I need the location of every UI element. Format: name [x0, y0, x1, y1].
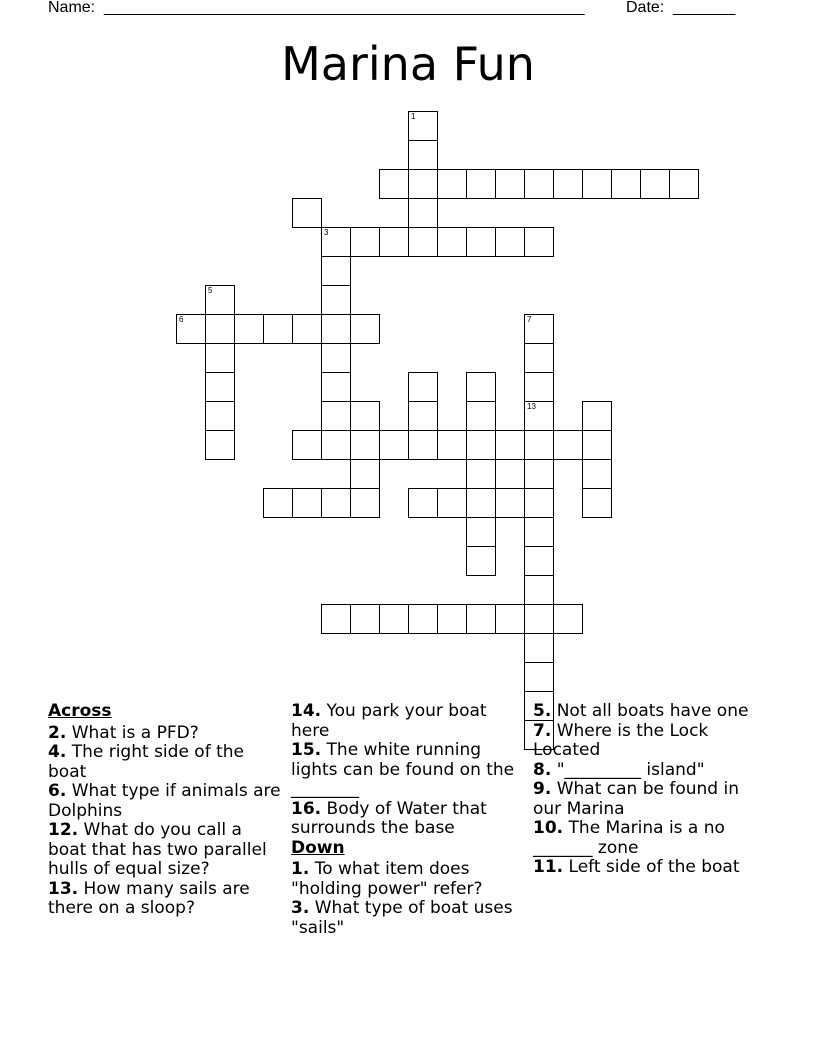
clue-down-1 — [291, 860, 527, 899]
crossword-cell[interactable] — [640, 169, 670, 199]
crossword-cell[interactable] — [350, 488, 380, 518]
clue-number: 15. — [291, 740, 322, 760]
crossword-cell[interactable] — [321, 488, 351, 518]
crossword-cell[interactable] — [408, 111, 438, 141]
date-label: Date: — [626, 0, 665, 16]
clue-text: "_________ island" — [556, 759, 705, 780]
clue-down-5 — [533, 702, 769, 722]
crossword-cell[interactable] — [205, 314, 235, 344]
clue-number: 4. — [48, 742, 67, 762]
crossword-cell[interactable] — [524, 517, 554, 547]
crossword-cell[interactable] — [524, 169, 554, 199]
down-heading: Down — [291, 837, 345, 858]
crossword-cell[interactable] — [495, 430, 525, 460]
name-label: Name: — [48, 0, 96, 16]
crossword-cell[interactable] — [466, 546, 496, 576]
crossword-cell[interactable] — [321, 372, 351, 402]
clue-text: Body of Water that surrounds the base — [291, 798, 487, 838]
crossword-cell[interactable] — [321, 256, 351, 286]
clue-down-8 — [533, 761, 769, 781]
crossword-cell[interactable] — [205, 401, 235, 431]
clue-across-2 — [48, 724, 284, 744]
clue-text: To what item does "holding power" refer? — [291, 859, 483, 899]
crossword-cell[interactable] — [350, 459, 380, 489]
crossword-cell[interactable] — [524, 401, 554, 431]
clue-text: Left side of the boat — [568, 857, 740, 877]
crossword-cell[interactable] — [321, 604, 351, 634]
clue-number: 12. — [48, 820, 79, 840]
crossword-cell[interactable] — [321, 227, 351, 257]
crossword-cell[interactable] — [669, 169, 699, 199]
crossword-cell[interactable] — [205, 285, 235, 315]
crossword-cell[interactable] — [553, 604, 583, 634]
crossword-cell[interactable] — [524, 343, 554, 373]
clue-number: 5. — [533, 701, 552, 721]
crossword-cell[interactable] — [466, 459, 496, 489]
crossword-cell[interactable] — [611, 169, 641, 199]
clues-column-2 — [291, 702, 527, 938]
crossword-cell[interactable] — [234, 314, 264, 344]
crossword-cell[interactable] — [466, 401, 496, 431]
crossword-cell[interactable] — [582, 401, 612, 431]
crossword-cell[interactable] — [524, 633, 554, 663]
clue-text: Not all boats have one — [556, 701, 749, 721]
crossword-cell[interactable] — [321, 430, 351, 460]
crossword-cell[interactable] — [263, 488, 293, 518]
crossword-cell[interactable] — [524, 227, 554, 257]
crossword-cell[interactable] — [524, 372, 554, 402]
crossword-cell[interactable] — [292, 314, 322, 344]
crossword-cell[interactable] — [524, 430, 554, 460]
clue-number: 1. — [291, 859, 310, 879]
crossword-cell[interactable] — [379, 169, 409, 199]
crossword-cell[interactable] — [582, 488, 612, 518]
crossword-cell[interactable] — [408, 169, 438, 199]
clue-number: 10. — [533, 818, 564, 838]
crossword-cell[interactable] — [437, 227, 467, 257]
cell-number: 3 — [324, 228, 329, 237]
clue-text: What can be found in our Marina — [533, 779, 739, 819]
clue-across-4 — [48, 743, 284, 782]
crossword-cell[interactable] — [205, 343, 235, 373]
crossword-cell[interactable] — [408, 604, 438, 634]
crossword-cell[interactable] — [408, 401, 438, 431]
clue-text: What type of boat uses "sails" — [291, 898, 513, 938]
crossword-cell[interactable] — [466, 169, 496, 199]
crossword-cell[interactable] — [524, 546, 554, 576]
crossword-cell[interactable] — [524, 575, 554, 605]
clue-across-13 — [48, 880, 284, 919]
clue-text: What type if animals are Dolphins — [48, 781, 281, 821]
clue-number: 11. — [533, 857, 564, 877]
clue-across-6 — [48, 782, 284, 821]
cell-number: 13 — [527, 402, 536, 411]
crossword-cell[interactable] — [408, 227, 438, 257]
date-blank[interactable]: _______ — [673, 0, 736, 16]
clue-down-3 — [291, 899, 527, 938]
crossword-cell[interactable] — [321, 285, 351, 315]
crossword-cell[interactable] — [205, 372, 235, 402]
clue-number: 9. — [533, 779, 552, 799]
crossword-cell[interactable] — [524, 662, 554, 692]
crossword-cell[interactable] — [408, 430, 438, 460]
crossword-cell[interactable] — [408, 140, 438, 170]
crossword-cell[interactable] — [321, 314, 351, 344]
crossword-cell[interactable] — [524, 488, 554, 518]
clue-number: 14. — [291, 701, 322, 721]
crossword-cell[interactable] — [176, 314, 206, 344]
crossword-cell[interactable] — [466, 227, 496, 257]
crossword-cell[interactable] — [495, 169, 525, 199]
clue-across-14 — [291, 702, 527, 741]
across-heading: Across — [48, 701, 112, 721]
crossword-cell[interactable] — [379, 604, 409, 634]
crossword-cell[interactable] — [408, 198, 438, 228]
cell-number: 5 — [208, 286, 213, 295]
crossword-cell[interactable] — [495, 227, 525, 257]
crossword-cell[interactable] — [350, 314, 380, 344]
clue-down-11 — [533, 858, 769, 878]
crossword-cell[interactable] — [263, 314, 293, 344]
crossword-cell[interactable] — [350, 227, 380, 257]
crossword-cell[interactable] — [524, 459, 554, 489]
clue-text: What do you call a boat that has two parallel hulls of equal size? — [48, 820, 267, 879]
cell-number: 1 — [411, 112, 416, 121]
crossword-cell[interactable] — [466, 430, 496, 460]
crossword-cell[interactable] — [495, 604, 525, 634]
name-blank[interactable]: ______________________________________________________ — [104, 0, 585, 16]
crossword-cell[interactable] — [408, 372, 438, 402]
clues-column-1 — [48, 702, 284, 919]
crossword-cell[interactable] — [495, 488, 525, 518]
crossword-cell[interactable] — [524, 604, 554, 634]
crossword-cell[interactable] — [292, 488, 322, 518]
crossword-cell[interactable] — [553, 430, 583, 460]
crossword-cell[interactable] — [321, 401, 351, 431]
crossword-cell[interactable] — [466, 488, 496, 518]
crossword-cell[interactable] — [466, 604, 496, 634]
clue-text: You park your boat here — [291, 701, 487, 741]
crossword-cell[interactable] — [437, 604, 467, 634]
clue-text: Where is the Lock Located — [533, 720, 709, 760]
clue-number: 13. — [48, 878, 79, 899]
clue-text: The white running lights can be found on the ________ — [291, 740, 515, 799]
cell-number: 7 — [527, 315, 532, 324]
clue-across-15 — [291, 741, 527, 800]
crossword-cell[interactable] — [437, 430, 467, 460]
clue-number: 2. — [48, 722, 67, 743]
crossword-cell[interactable] — [582, 459, 612, 489]
crossword-cell[interactable] — [350, 401, 380, 431]
clue-number: 16. — [291, 798, 322, 819]
crossword-cell[interactable] — [321, 343, 351, 373]
crossword-cell[interactable] — [379, 430, 409, 460]
crossword-cell[interactable] — [292, 430, 322, 460]
clue-down-9 — [533, 780, 769, 819]
crossword-cell[interactable] — [350, 604, 380, 634]
crossword-cell[interactable] — [582, 430, 612, 460]
cell-number: 6 — [179, 315, 184, 324]
clue-number: 8. — [533, 759, 552, 780]
clue-across-16 — [291, 800, 527, 839]
crossword-cell[interactable] — [205, 430, 235, 460]
clue-down-10 — [533, 819, 769, 858]
crossword-cell[interactable] — [437, 488, 467, 518]
clue-number: 3. — [291, 898, 310, 918]
clue-text: How many sails are there on a sloop? — [48, 878, 250, 918]
crossword-cell[interactable] — [466, 372, 496, 402]
clue-down-7 — [533, 722, 769, 761]
clue-text: What is a PFD? — [71, 722, 199, 743]
clue-number: 6. — [48, 781, 67, 801]
clue-across-12 — [48, 821, 284, 880]
crossword-cell[interactable] — [582, 169, 612, 199]
clue-text: The Marina is a no _______ zone — [533, 818, 725, 858]
crossword-cell[interactable] — [524, 314, 554, 344]
clues-column-3 — [533, 702, 769, 878]
clue-number: 7. — [533, 720, 552, 741]
crossword-cell[interactable] — [379, 227, 409, 257]
crossword-cell[interactable] — [466, 517, 496, 547]
puzzle-title: Marina Fun — [281, 37, 535, 91]
crossword-cell[interactable] — [437, 169, 467, 199]
crossword-cell[interactable] — [350, 430, 380, 460]
crossword-cell[interactable] — [292, 198, 322, 228]
crossword-cell[interactable] — [553, 169, 583, 199]
crossword-cell[interactable] — [408, 488, 438, 518]
clue-text: The right side of the boat — [48, 742, 244, 782]
